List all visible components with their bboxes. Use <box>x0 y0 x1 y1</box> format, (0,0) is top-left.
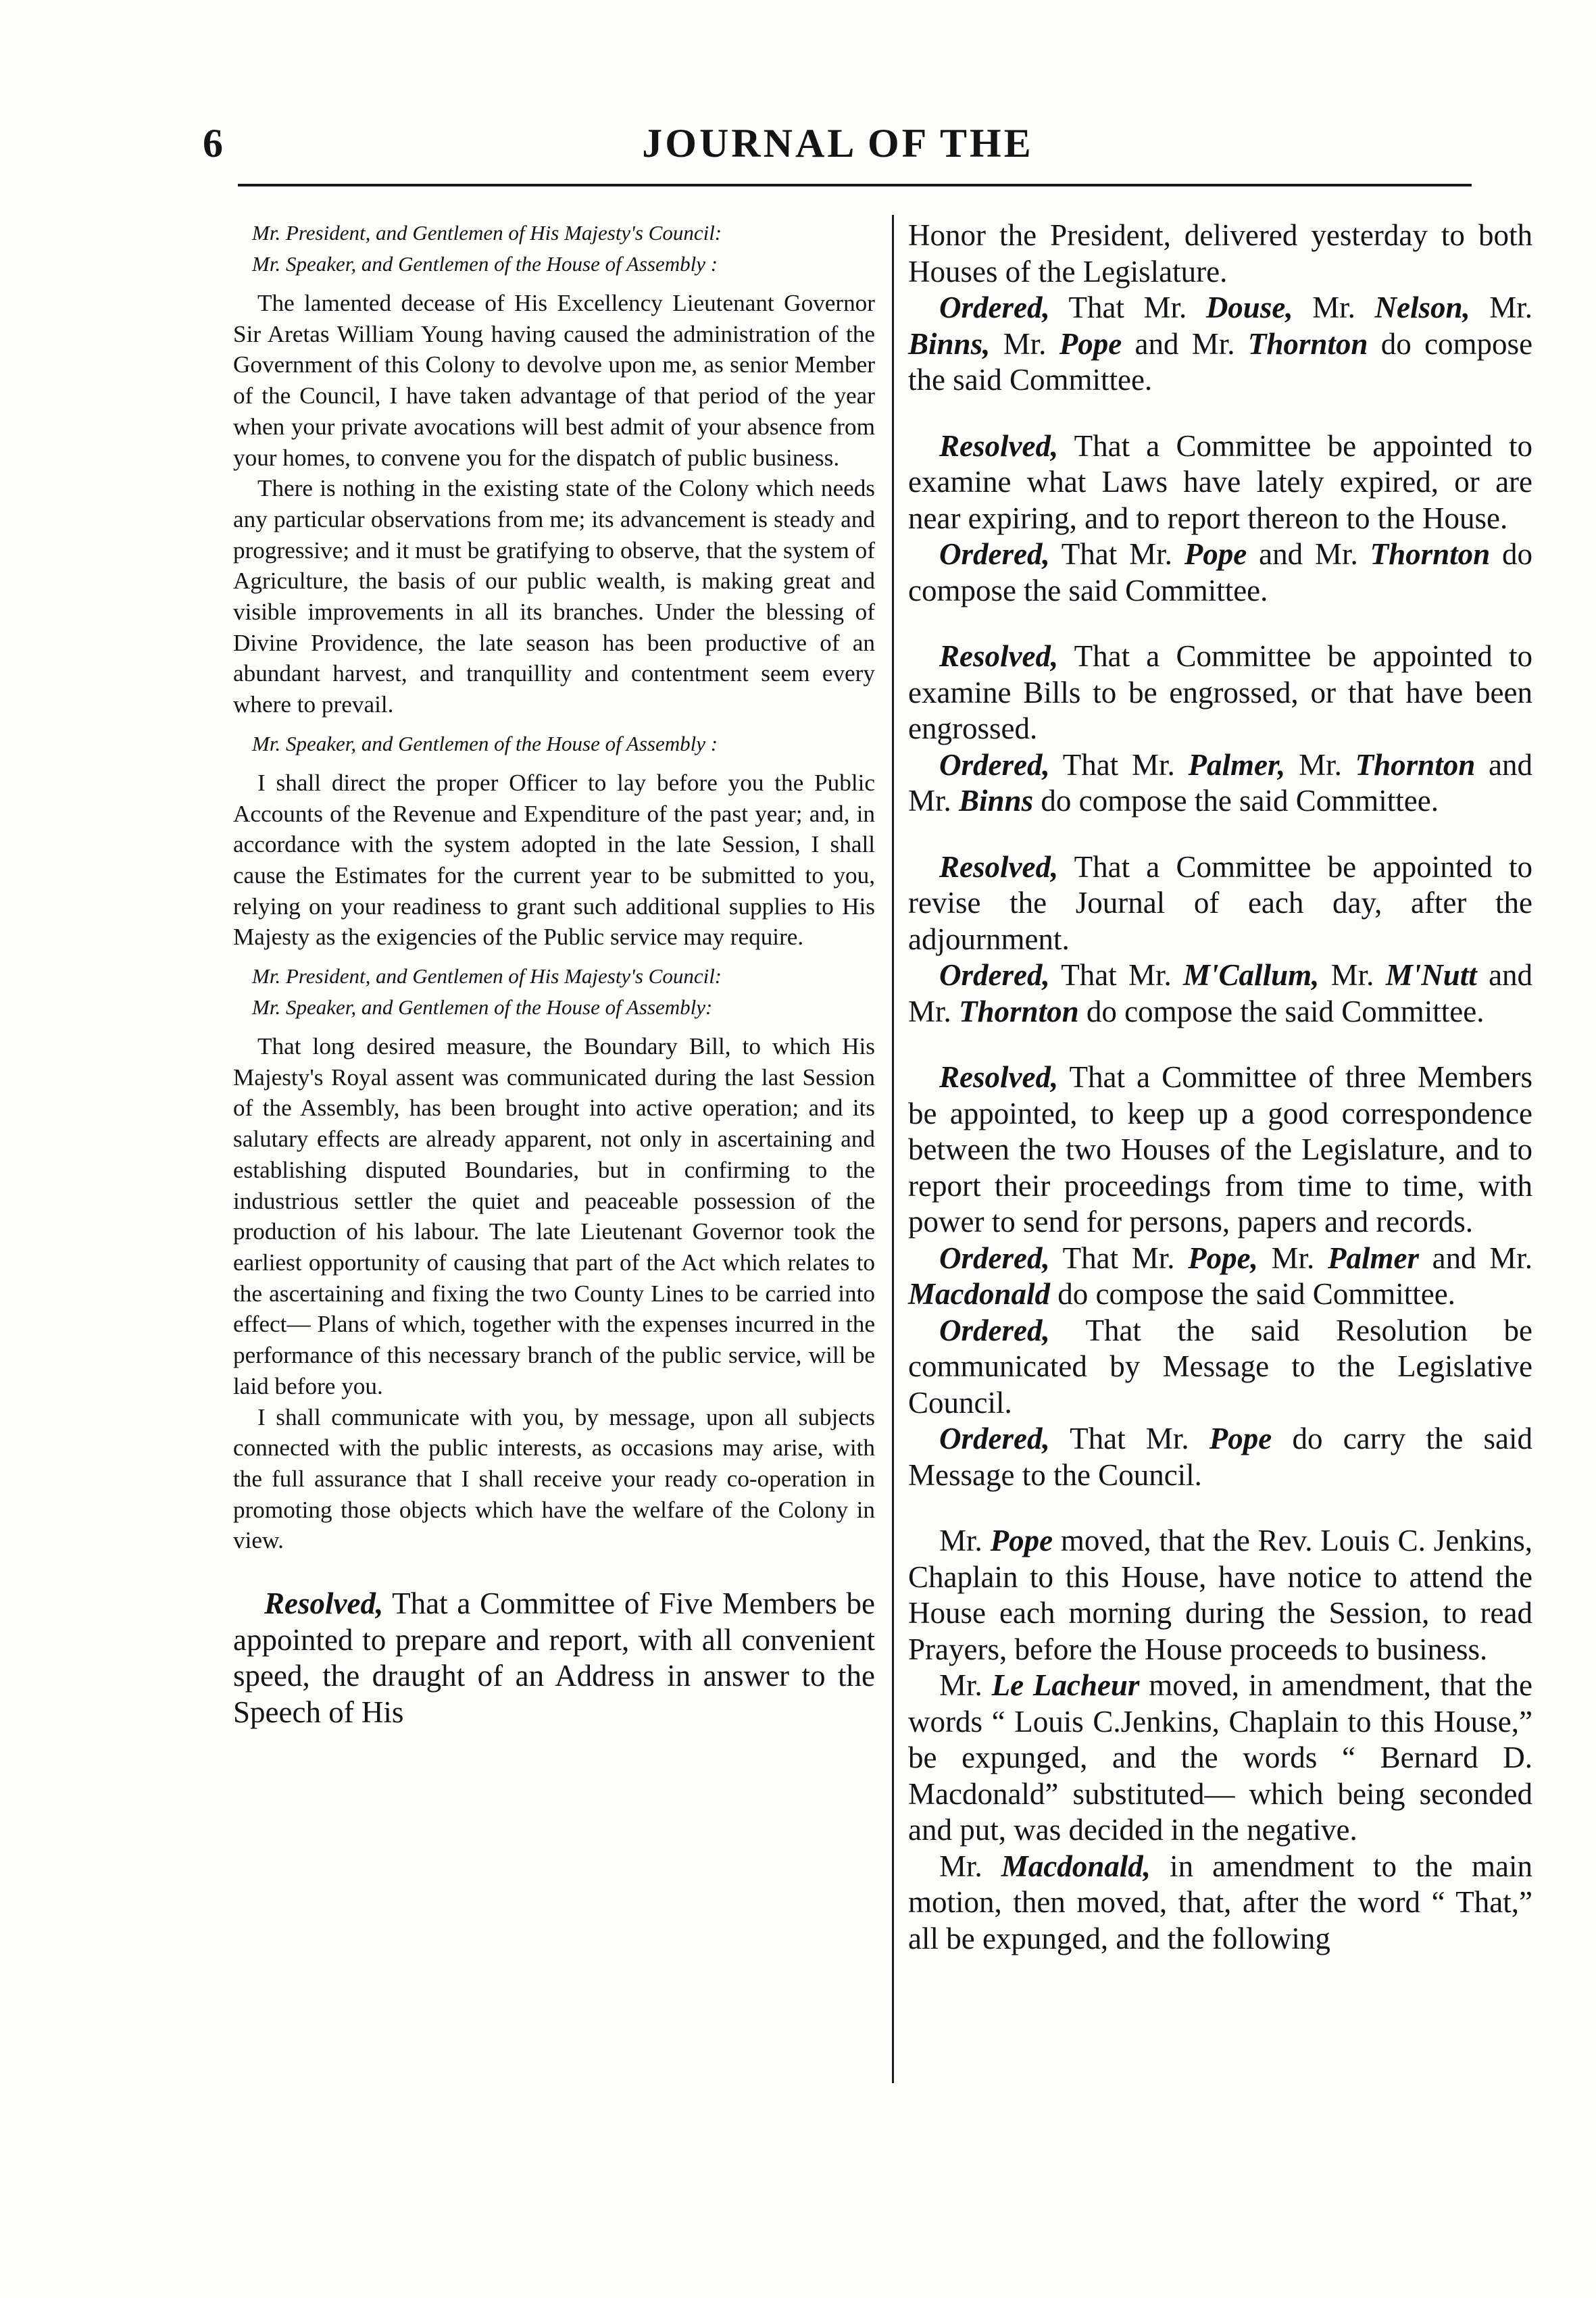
address-line: Mr. President, and Gentlemen of His Majesty's Council: <box>252 221 722 245</box>
order-text: That Mr. <box>1068 291 1187 324</box>
motion-text: Mr. <box>939 1668 982 1702</box>
resolution-paragraph <box>908 639 1532 747</box>
resolution-paragraph <box>233 1586 875 1730</box>
speech-paragraph: I shall communicate with you, by message, upon all subjects connected with the public interests, as occasions may arise, with the full assurance that I shall receive your ready co-operation in promoting those objects which have the welfare of the Colony in view. <box>233 1403 875 1554</box>
order-paragraph <box>908 1313 1532 1422</box>
address-line: Mr. President, and Gentlemen of His Majesty's Council: <box>252 964 722 989</box>
order-text: Mr. <box>1299 747 1342 782</box>
right-column <box>891 218 1532 1957</box>
resolution-text: That a Committee of three Members be appointed, to keep up a good correspondence between the two Houses of the Legislature, and to report their proceedings from time to time, with power to send for persons, papers and records. <box>908 1060 1532 1239</box>
page-number: 6 <box>203 121 223 166</box>
resolved-lead: Resolved, <box>264 1587 384 1621</box>
motion-paragraph <box>908 1668 1532 1849</box>
order-text: do compose the said Committee. <box>908 326 1533 397</box>
motion-paragraph <box>908 1523 1532 1668</box>
ordered-lead: Ordered, <box>939 291 1050 324</box>
member-name: Binns, <box>908 326 991 361</box>
motion-text: moved, that the Rev. Louis C. Jenkins, Chaplain to this House, have notice to attend the House each morning during the Session, to read Prayers, before the House proceeds to business. <box>908 1524 1532 1666</box>
order-text: Mr. <box>1271 1241 1315 1275</box>
member-name: Thornton <box>1370 537 1491 571</box>
left-column <box>233 218 875 1730</box>
order-paragraph <box>908 747 1532 820</box>
speech-paragraph: The lamented decease of His Excellency Lieutenant Governor Sir Aretas William Young having caused the administration of the Government of this Colony to devolve upon me, as senior Member of the Council, I have taken advantage of that period of the year when your private avocations will best admit of your absence from your homes, to convene you for the dispatch of public business. <box>233 290 875 471</box>
speech-text <box>233 218 875 1556</box>
order-text: and Mr. <box>1259 537 1358 571</box>
motion-text: Mr. <box>939 1524 982 1557</box>
resolution-text: That a Committee be appointed to revise the Journal of each day, after the adjournment. <box>908 849 1533 956</box>
member-name: Macdonald <box>908 1277 1051 1311</box>
continued-paragraph: Honor the President, delivered yesterday to both Houses of the Legislature. <box>908 218 1532 289</box>
order-text: Mr. <box>1312 291 1355 324</box>
order-text: and Mr. <box>908 747 1533 818</box>
order-text: and Mr. <box>1134 326 1235 361</box>
order-text: do carry the said Message to the Council. <box>908 1422 1533 1492</box>
order-text: do compose the said Committee. <box>908 537 1533 607</box>
resolved-lead: Resolved, <box>939 639 1059 673</box>
order-text: That the said Resolution be communicated by Message to the Legislative Council. <box>908 1313 1532 1420</box>
order-text: Mr. <box>1330 958 1374 992</box>
ordered-lead: Ordered, <box>939 958 1050 992</box>
member-name: Macdonald, <box>1001 1849 1151 1883</box>
resolution-text: That a Committee of Five Members be appointed to prepare and report, with all convenient speed, the draught of an Address in answer to the Speech of His <box>233 1587 875 1729</box>
ordered-lead: Ordered, <box>939 1241 1050 1275</box>
order-paragraph <box>908 957 1532 1030</box>
member-name: Thornton <box>1247 326 1368 361</box>
resolved-lead: Resolved, <box>939 1060 1059 1094</box>
order-text: and Mr. <box>1432 1241 1533 1275</box>
order-text: and Mr. <box>908 958 1533 1028</box>
member-name: Douse, <box>1205 291 1293 324</box>
order-text: do compose the said Committee. <box>1057 1277 1455 1311</box>
order-text: That Mr. <box>1061 537 1172 571</box>
order-text: do compose the said Committee. <box>1086 994 1485 1028</box>
order-paragraph <box>908 1421 1532 1493</box>
order-paragraph <box>908 1241 1532 1313</box>
member-name: Pope, <box>1188 1241 1258 1275</box>
order-paragraph <box>908 536 1532 609</box>
member-name: Pope <box>1184 537 1247 571</box>
ordered-lead: Ordered, <box>939 537 1050 571</box>
ordered-lead: Ordered, <box>939 1422 1050 1455</box>
address-line: Mr. Speaker, and Gentlemen of the House of Assembly : <box>252 252 718 276</box>
member-name: Binns <box>959 784 1034 818</box>
member-name: Palmer <box>1327 1241 1419 1275</box>
resolution-text: That a Committee be appointed to examine what Laws have lately expired, or are near expiring, and to report thereon to the House. <box>908 428 1533 535</box>
motion-paragraph <box>908 1849 1532 1957</box>
resolution-paragraph <box>908 1059 1532 1241</box>
order-text: That Mr. <box>1061 958 1172 992</box>
member-name: M'Callum, <box>1183 958 1320 992</box>
member-name: Nelson, <box>1374 291 1470 324</box>
proceedings-text <box>891 218 1532 1957</box>
member-name: Le Lacheur <box>991 1668 1140 1702</box>
speech-paragraph: I shall direct the proper Officer to lay before you the Public Accounts of the Revenue and Expenditure of the past year; and, in accordance with the system adopted in the late Session, I shall cause the Estimates for the current year to be submitted to you, relying on your readiness to grant such additional supplies to His Majesty as the exigencies of the Public service may require. <box>233 769 875 951</box>
motion-text: in amendment to the main motion, then moved, that, after the word “ That,” all be expunged, and the following <box>908 1849 1532 1955</box>
member-name: Thornton <box>1355 747 1476 782</box>
ordered-lead: Ordered, <box>939 747 1050 782</box>
header-rule <box>238 184 1472 186</box>
speech-paragraph: There is nothing in the existing state of the Colony which needs any particular observations from me; its advancement is steady and progressive; and it must be gratifying to observe, that the system of Agriculture, the basis of our public wealth, is making great and visible improvements in all its branches. Under the blessing of Divine Providence, the late season has been productive of an abundant harvest, and tranquillity and contentment seem every where to prevail. <box>233 475 875 718</box>
order-text: Mr. <box>1489 291 1533 324</box>
order-text: Mr. <box>1003 326 1047 361</box>
resolved-lead: Resolved, <box>939 849 1059 884</box>
order-text: That Mr. <box>1070 1422 1189 1455</box>
motion-text: Mr. <box>939 1849 982 1883</box>
order-paragraph <box>908 290 1532 399</box>
member-name: M'Nutt <box>1385 958 1477 992</box>
page-header <box>203 120 1473 181</box>
ordered-lead: Ordered, <box>939 1313 1050 1347</box>
motion-text: moved, in amendment, that the words “ Louis C.Jenkins, Chaplain to this House,” be expunged, and the words “ Bernard D. Macdonald” substituted— which being seconded and put, was decided in the negative. <box>908 1668 1532 1847</box>
member-name: Pope <box>1209 1422 1272 1455</box>
resolution-paragraph <box>908 849 1532 958</box>
member-name: Pope <box>990 1524 1053 1557</box>
speech-paragraph: That long desired measure, the Boundary Bill, to which His Majesty's Royal assent was communicated during the last Session of the Assembly, has been brought into active operation; and its salutary effects are already apparent, not only in ascertaining and establishing disputed Boundaries, but in confirming to the industrious settler the quiet and peaceable possession of the production of his labour. The late Lieutenant Governor took the earliest opportunity of causing that part of the Act which relates to the ascertaining and fixing the two County Lines to be carried into effect— Plans of which, together with the expenses incurred in the performance of this necessary branch of the public service, will be laid before you. <box>233 1033 875 1399</box>
order-text: do compose the said Committee. <box>1041 784 1439 818</box>
order-text: That Mr. <box>1062 1241 1175 1275</box>
resolution-block <box>233 1586 875 1730</box>
order-text: That Mr. <box>1062 747 1175 782</box>
member-name: Thornton <box>959 994 1079 1028</box>
address-line: Mr. Speaker, and Gentlemen of the House of Assembly : <box>252 731 718 755</box>
resolution-paragraph <box>908 428 1532 537</box>
member-name: Pope <box>1059 326 1122 361</box>
member-name: Palmer, <box>1188 747 1286 782</box>
resolved-lead: Resolved, <box>939 428 1059 463</box>
running-title: JOURNAL OF THE <box>642 121 1034 166</box>
resolution-text: That a Committee be appointed to examine Bills to be engrossed, or that have been engrossed. <box>908 639 1533 745</box>
address-line: Mr. Speaker, and Gentlemen of the House of Assembly: <box>252 995 713 1020</box>
